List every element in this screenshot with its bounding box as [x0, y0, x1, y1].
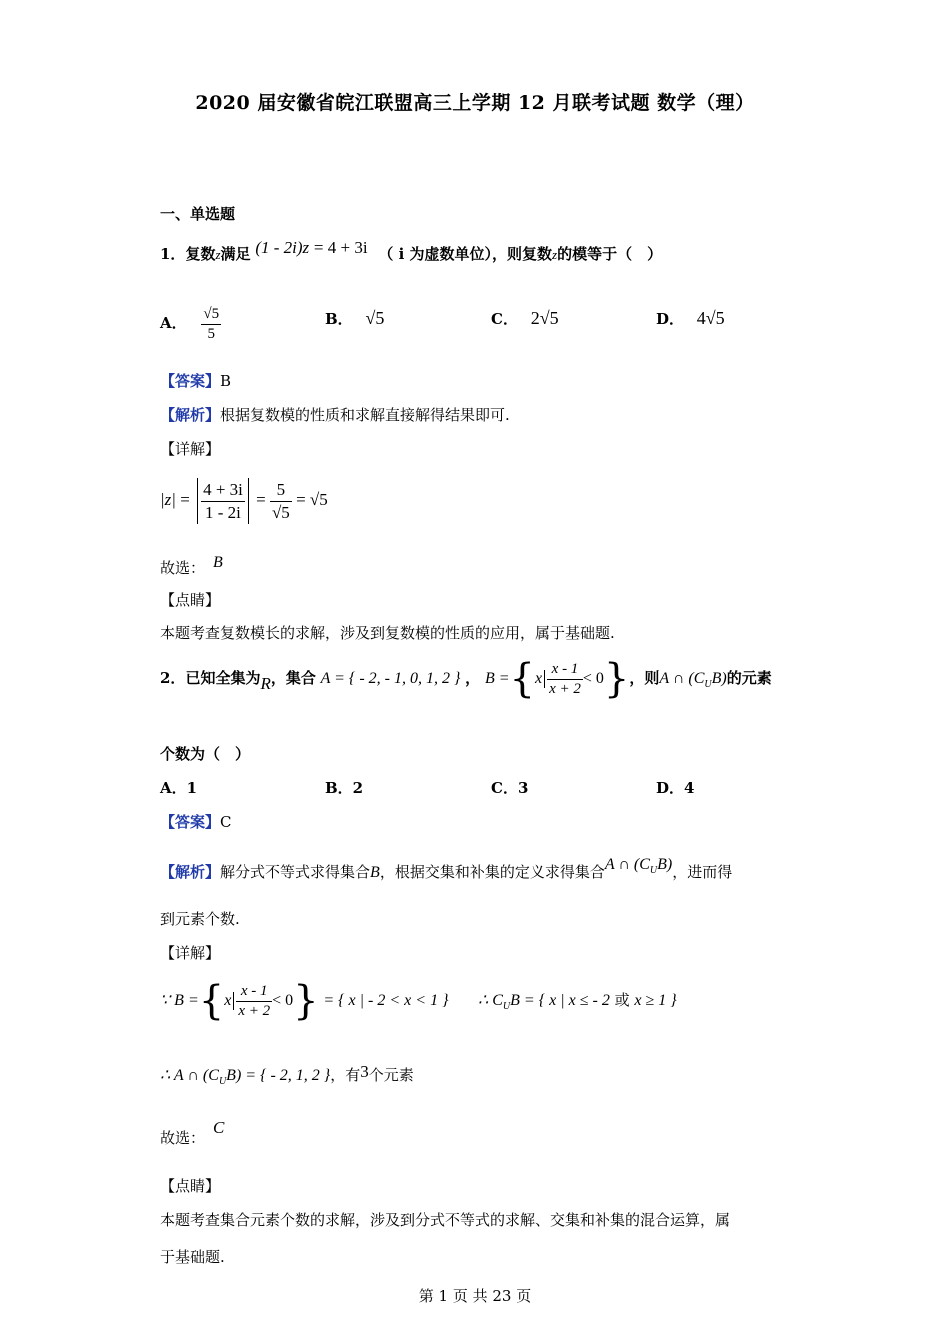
choose-tag-2: 故选：	[160, 1129, 206, 1147]
set-b-relation: < 0	[582, 670, 604, 687]
d1-therefore: ∴ C	[478, 992, 503, 1009]
analysis-f: ，进而得	[672, 863, 733, 881]
d1-brace-open: {	[198, 978, 225, 1024]
detail-fraction-2	[270, 479, 292, 523]
analysis-tag: 【解析】	[160, 406, 221, 424]
q2-analysis	[160, 856, 732, 882]
question-1-number: 1．	[160, 245, 186, 263]
q2-detail-line-2	[160, 1062, 414, 1087]
set-b-numerator: x - 1	[547, 660, 583, 680]
choose-value-2: C	[213, 1118, 225, 1137]
d1-numerator: x - 1	[236, 982, 272, 1002]
var-z: z	[215, 247, 221, 262]
q1-detail-equation	[160, 478, 328, 524]
analysis-c: ，根据交集和补集的定义求得集合	[379, 863, 605, 881]
q1-choose	[160, 554, 223, 578]
q2-analysis-cont: 到元素个数.	[160, 910, 240, 928]
page-title: 2020 届安徽省皖江联盟高三上学期 12 月联考试题 数学（理）	[195, 92, 755, 114]
detail-numerator-2: 5	[270, 479, 292, 501]
question-1-text-c: （ i 为虚数单位），则复数	[378, 245, 553, 263]
d1-sub: U	[502, 1001, 511, 1012]
q2-option-b: B．2	[325, 779, 364, 797]
abs-bar-right	[248, 478, 249, 524]
analysis-b: B	[370, 864, 380, 881]
d1-fraction	[236, 982, 272, 1021]
analysis-tag-2: 【解析】	[160, 863, 221, 881]
question-1-text-d: 的模等于（ ）	[557, 245, 663, 263]
set-b-fraction	[547, 660, 583, 699]
answer-value: B	[220, 372, 232, 390]
option-c-value: 2√5	[530, 308, 559, 328]
detail-fraction-1	[201, 479, 245, 523]
option-a-label: A．	[160, 314, 187, 332]
set-a: A = { - 2, - 1, 0, 1, 2 }	[320, 670, 461, 687]
analysis-e: B)	[657, 856, 673, 873]
question-1-text-b: 满足	[220, 245, 251, 263]
d1-or: 或	[614, 991, 630, 1009]
d2-n: 3	[360, 1062, 369, 1081]
expr-sub: U	[704, 679, 712, 690]
equation-q1-right: = 4 + 3i	[313, 238, 368, 257]
option-b-label: B．	[325, 310, 353, 328]
d1-x: x	[224, 992, 232, 1009]
q2-comment-tag: 【点睛】	[160, 1177, 221, 1195]
detail-numerator-1: 4 + 3i	[201, 479, 245, 501]
answer-tag: 【答案】	[160, 372, 221, 390]
question-2-stem-cont: 个数为（ ）	[160, 745, 251, 763]
d2-b: B) = { - 2, 1, 2 }	[226, 1067, 331, 1084]
q2-detail-tag: 【详解】	[160, 944, 221, 962]
q2-choose	[160, 1118, 224, 1148]
detail-denominator-1: 1 - 2i	[205, 502, 241, 522]
d1-bar	[233, 992, 234, 1010]
var-r: R	[260, 674, 271, 693]
equation-q1-left: (1 - 2i)z	[255, 238, 310, 257]
question-2-text-c: ，则	[629, 669, 660, 687]
q1-detail-tag: 【详解】	[160, 440, 221, 458]
q1-comment: 本题考查复数模长的求解，涉及到复数模的性质的应用，属于基础题.	[160, 624, 615, 642]
expr: A ∩ (C	[659, 670, 705, 687]
q2-option-a: A．1	[160, 779, 198, 797]
d1-denominator: x + 2	[238, 1002, 271, 1019]
q1-analysis	[160, 404, 510, 425]
analysis-text: 根据复数模的性质和求解直接解得结果即可.	[220, 406, 510, 424]
expr-end: B)	[711, 670, 727, 687]
choose-value: B	[213, 554, 223, 571]
option-a-fraction	[201, 305, 221, 344]
question-2-stem	[160, 656, 772, 702]
option-c-label: C．	[491, 310, 518, 328]
d2-sub: U	[218, 1076, 227, 1087]
d1-relation: < 0	[272, 992, 294, 1009]
analysis-a: 解分式不等式求得集合	[220, 863, 371, 881]
choose-tag: 故选：	[160, 559, 206, 577]
section-heading: 一、单选题	[160, 205, 236, 223]
set-b-left: B =	[484, 670, 510, 687]
answer-tag-2: 【答案】	[160, 813, 221, 831]
abs-z: |z|	[160, 489, 176, 509]
detail-denominator-2: √5	[271, 502, 290, 522]
option-a-denominator: 5	[207, 325, 216, 342]
d2-a: ∴ A ∩ (C	[160, 1067, 219, 1084]
option-c	[491, 308, 559, 329]
option-a-numerator: √5	[201, 305, 221, 325]
q1-answer	[160, 370, 231, 391]
q2-detail-line-1	[160, 978, 677, 1024]
set-b-x: x	[534, 670, 543, 687]
d1-brace-close: }	[293, 978, 319, 1024]
set-bar	[544, 670, 545, 688]
d2-d: 个元素	[368, 1066, 414, 1084]
d1-because: ∵ B =	[160, 992, 199, 1009]
question-1-text-a: 复数	[185, 245, 216, 263]
question-1-stem	[160, 238, 662, 264]
q2-comment-cont: 于基础题.	[160, 1248, 225, 1266]
d1-result: = { x | - 2 < x < 1 }	[323, 992, 449, 1009]
set-b-denominator: x + 2	[549, 680, 581, 697]
detail-result: = √5	[296, 489, 328, 509]
d1-end: x ≥ 1 }	[634, 992, 677, 1009]
abs-bar-left	[197, 478, 198, 524]
d1-complement: B = { x | x ≤ - 2	[510, 992, 610, 1009]
q2-answer	[160, 811, 232, 832]
option-d-value: 4√5	[696, 308, 725, 328]
brace-close: }	[603, 656, 630, 702]
option-d-label: D．	[656, 310, 685, 328]
d2-c: ，有	[330, 1066, 361, 1084]
question-2-text-d: 的元素	[726, 669, 772, 687]
q2-option-d: D．4	[656, 779, 695, 797]
q2-comment: 本题考查集合元素个数的求解，涉及到分式不等式的求解、交集和补集的混合运算，属	[160, 1211, 731, 1229]
brace-open: {	[509, 656, 535, 702]
option-b	[325, 308, 384, 329]
option-d	[656, 308, 725, 329]
question-2-text-b: ，集合	[270, 669, 316, 687]
comma: ，	[465, 669, 481, 687]
question-2-number: 2．	[160, 669, 186, 687]
q1-comment-tag: 【点睛】	[160, 591, 221, 609]
analysis-sub: U	[649, 865, 658, 876]
question-2-text-a: 已知全集为	[185, 669, 261, 687]
equals-1: =	[180, 489, 190, 509]
equals-2: =	[256, 489, 266, 509]
q2-option-c: C．3	[491, 779, 529, 797]
var-z-2: z	[552, 247, 558, 262]
option-a	[160, 284, 221, 343]
answer-value-2: C	[220, 813, 232, 831]
analysis-d: A ∩ (C	[604, 856, 650, 873]
option-b-value: √5	[365, 308, 385, 328]
page-footer: 第 1 页 共 23 页	[418, 1287, 532, 1305]
